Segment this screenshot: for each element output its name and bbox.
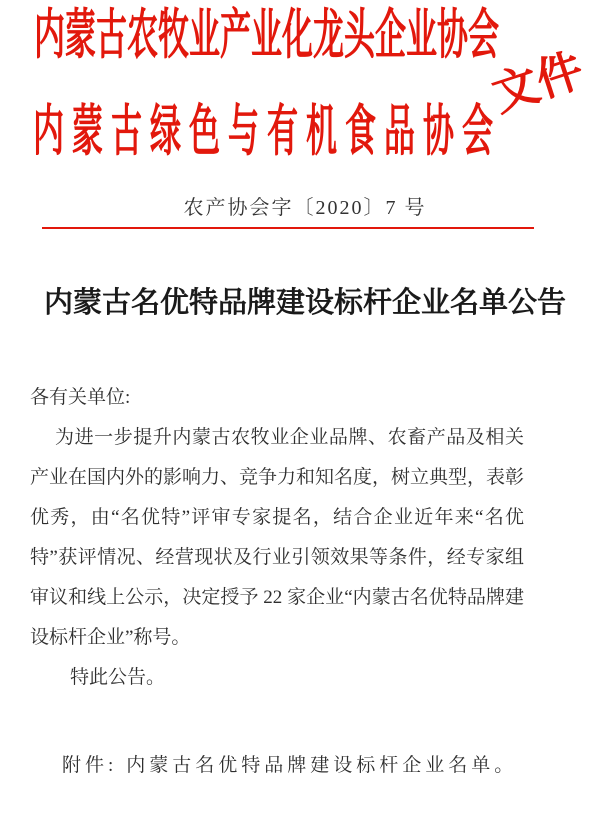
header-org-line2: 内蒙古绿色与有机食品协会 — [33, 99, 501, 163]
salutation: 各有关单位: — [30, 387, 131, 408]
page-title: 内蒙古名优特品牌建设标杆企业名单公告 — [43, 287, 566, 319]
attachment-line — [30, 746, 524, 786]
attachment-text: 内蒙古名优特品牌建设标杆企业名单。 — [126, 755, 518, 776]
header-org-line1: 内蒙古农牧业产业化龙头企业协会 — [34, 4, 499, 66]
body-paragraph: 为进一步提升内蒙古农牧业企业品牌、农畜产品及相关产业在国内外的影响力、竞争力和知名度，树立典型，表彰优秀，由“名优特”评审专家提名，结合企业近年来“名优特”获评情况、经营现状及行业引领效果等条件，经专家组审议和线上公示，决定授予 22 家企业“内蒙古名优特品牌建设标杆企业”称号。 — [30, 427, 525, 648]
attachment-label: 附件: — [62, 755, 118, 776]
red-divider-line — [42, 227, 534, 229]
closing-line: 特此公告。 — [70, 667, 166, 688]
doc-number: 农产协会字〔2020〕7 号 — [183, 197, 427, 219]
document-body — [30, 378, 524, 786]
header-doc-type-stamp: 文件 — [486, 44, 590, 121]
